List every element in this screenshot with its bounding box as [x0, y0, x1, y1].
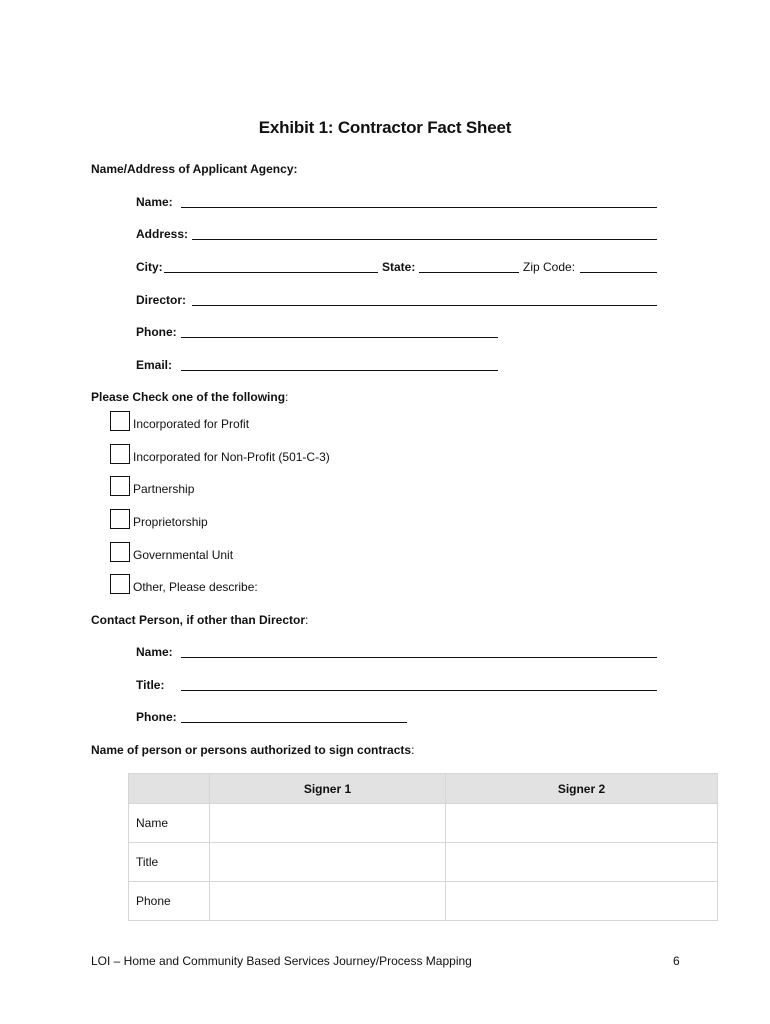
- organization-type-heading-colon: :: [285, 390, 289, 404]
- agency-address-field[interactable]: [192, 239, 657, 240]
- contact-title-field[interactable]: [181, 690, 657, 691]
- row-label: Title: [129, 843, 210, 882]
- signer-2-phone-cell[interactable]: [446, 882, 718, 921]
- agency-phone-label: Phone:: [136, 325, 177, 339]
- organization-type-heading: [91, 390, 288, 404]
- contact-name-field[interactable]: [181, 657, 657, 658]
- checkbox[interactable]: [110, 476, 130, 496]
- agency-director-label: Director:: [136, 293, 187, 307]
- row-label: Phone: [129, 882, 210, 921]
- footer-document-title: LOI – Home and Community Based Services Journey/Process Mapping: [91, 954, 472, 968]
- column-header-signer-1: Signer 1: [210, 774, 446, 804]
- option-label: Incorporated for Non-Profit (501-C-3): [133, 450, 330, 464]
- agency-address-label: Address:: [136, 227, 189, 241]
- checkbox[interactable]: [110, 542, 130, 562]
- agency-state-field[interactable]: [419, 272, 519, 273]
- agency-city-label: City:: [136, 260, 163, 274]
- checkbox[interactable]: [110, 444, 130, 464]
- table-row: [129, 804, 718, 843]
- organization-type-heading-text: Please Check one of the following: [91, 390, 286, 404]
- agency-state-label: State:: [382, 260, 416, 274]
- contact-person-heading-colon: :: [305, 613, 309, 627]
- contact-person-heading: [91, 613, 308, 627]
- agency-phone-field[interactable]: [181, 337, 498, 338]
- agency-email-label: Email:: [136, 358, 173, 372]
- contact-name-label: Name:: [136, 645, 173, 659]
- table-header-row: [129, 774, 718, 804]
- signers-table: [128, 773, 718, 921]
- row-label: Name: [129, 804, 210, 843]
- contact-title-label: Title:: [136, 678, 165, 692]
- option-label: Other, Please describe:: [133, 580, 258, 594]
- agency-city-field[interactable]: [164, 272, 378, 273]
- checkbox[interactable]: [110, 574, 130, 594]
- signer-2-title-cell[interactable]: [446, 843, 718, 882]
- agency-zip-label: Zip Code:: [523, 260, 576, 274]
- signers-heading-colon: :: [411, 743, 415, 757]
- agency-director-field[interactable]: [192, 305, 657, 306]
- agency-zip-field[interactable]: [580, 272, 657, 273]
- contact-phone-field[interactable]: [181, 722, 407, 723]
- table-row: [129, 882, 718, 921]
- contact-person-heading-text: Contact Person, if other than Director: [91, 613, 306, 627]
- option-label: Governmental Unit: [133, 548, 234, 562]
- contact-phone-label: Phone:: [136, 710, 177, 724]
- column-header-signer-2: Signer 2: [446, 774, 718, 804]
- table-row: [129, 843, 718, 882]
- checkbox[interactable]: [110, 509, 130, 529]
- page-title: Exhibit 1: Contractor Fact Sheet: [258, 118, 512, 137]
- page-number: 6: [673, 954, 680, 968]
- option-proprietorship[interactable]: [110, 505, 208, 529]
- agency-section-heading: Name/Address of Applicant Agency:: [91, 162, 298, 176]
- option-label: Incorporated for Profit: [133, 417, 250, 431]
- signer-1-title-cell[interactable]: [210, 843, 446, 882]
- signer-1-phone-cell[interactable]: [210, 882, 446, 921]
- signer-2-name-cell[interactable]: [446, 804, 718, 843]
- option-governmental-unit[interactable]: [110, 538, 233, 562]
- column-header-blank: [129, 774, 210, 804]
- agency-email-field[interactable]: [181, 370, 498, 371]
- signers-heading-text: Name of person or persons authorized to sign contracts: [91, 743, 412, 757]
- option-label: Partnership: [133, 482, 195, 496]
- signers-heading: [91, 743, 414, 757]
- agency-name-label: Name:: [136, 195, 173, 209]
- option-incorporated-for-profit[interactable]: [110, 407, 249, 431]
- option-incorporated-non-profit[interactable]: [110, 440, 330, 464]
- option-label: Proprietorship: [133, 515, 208, 529]
- option-other[interactable]: [110, 570, 258, 594]
- checkbox[interactable]: [110, 411, 130, 431]
- option-partnership[interactable]: [110, 472, 194, 496]
- signer-1-name-cell[interactable]: [210, 804, 446, 843]
- agency-name-field[interactable]: [181, 207, 657, 208]
